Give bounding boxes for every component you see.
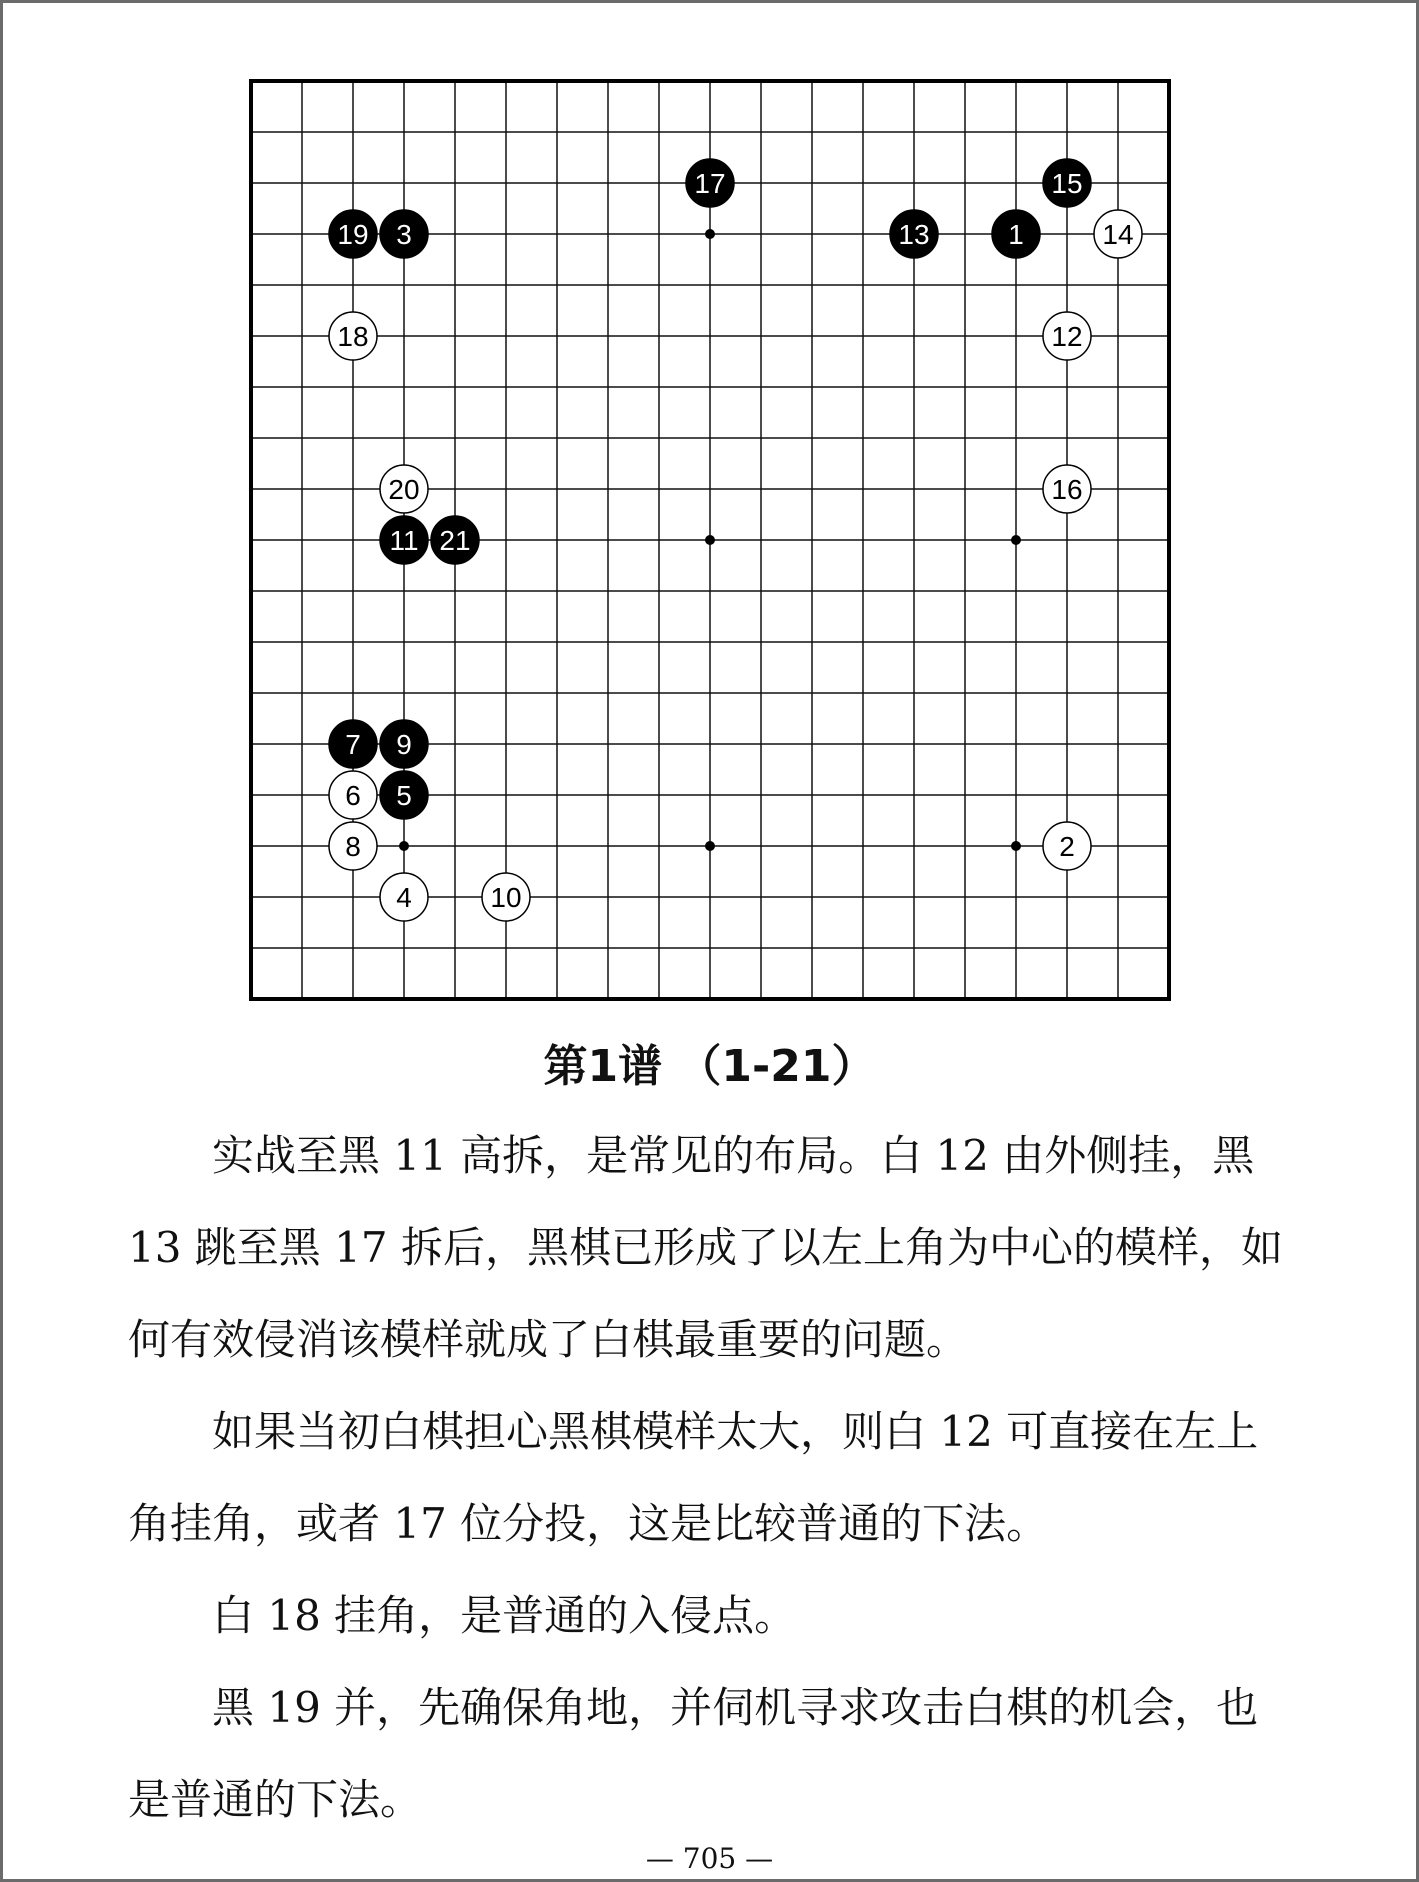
paragraph: 实战至黑 11 高拆，是常见的布局。白 12 由外侧挂，黑 13 跳至黑 17 拆后，黑棋已形成了以左上角为中心的模样，如何有效侵消该模样就成了白棋最重要的问题。: [128, 1131, 1283, 1364]
svg-text:4: 4: [396, 882, 412, 913]
svg-text:9: 9: [396, 729, 412, 760]
diagram-caption: 第1谱 （1-21）: [543, 1041, 876, 1092]
svg-text:10: 10: [490, 882, 522, 913]
svg-text:5: 5: [396, 780, 412, 811]
commentary: [128, 1110, 1298, 1846]
svg-text:21: 21: [439, 525, 471, 556]
svg-text:2: 2: [1059, 831, 1075, 862]
svg-text:19: 19: [337, 219, 369, 250]
paragraph: 黑 19 并，先确保角地，并伺机寻求攻击白棋的机会，也是普通的下法。: [128, 1683, 1259, 1824]
svg-text:14: 14: [1102, 219, 1134, 250]
svg-text:13: 13: [898, 219, 930, 250]
svg-text:18: 18: [337, 321, 369, 352]
svg-text:3: 3: [396, 219, 412, 250]
svg-text:20: 20: [388, 474, 420, 505]
svg-text:17: 17: [694, 168, 726, 199]
paragraph: 白 18 挂角，是普通的入侵点。: [212, 1591, 797, 1640]
svg-text:1: 1: [1008, 219, 1024, 250]
page-number: — 705 —: [645, 1842, 774, 1875]
svg-text:7: 7: [345, 729, 361, 760]
svg-text:16: 16: [1051, 474, 1083, 505]
svg-text:6: 6: [345, 780, 361, 811]
svg-text:8: 8: [345, 831, 361, 862]
svg-text:12: 12: [1051, 321, 1083, 352]
paragraph: 如果当初白棋担心黑棋模样太大，则白 12 可直接在左上角挂角，或者 17 位分投，这是比较普通的下法。: [128, 1407, 1259, 1548]
svg-text:11: 11: [389, 525, 419, 556]
svg-text:15: 15: [1051, 168, 1083, 199]
